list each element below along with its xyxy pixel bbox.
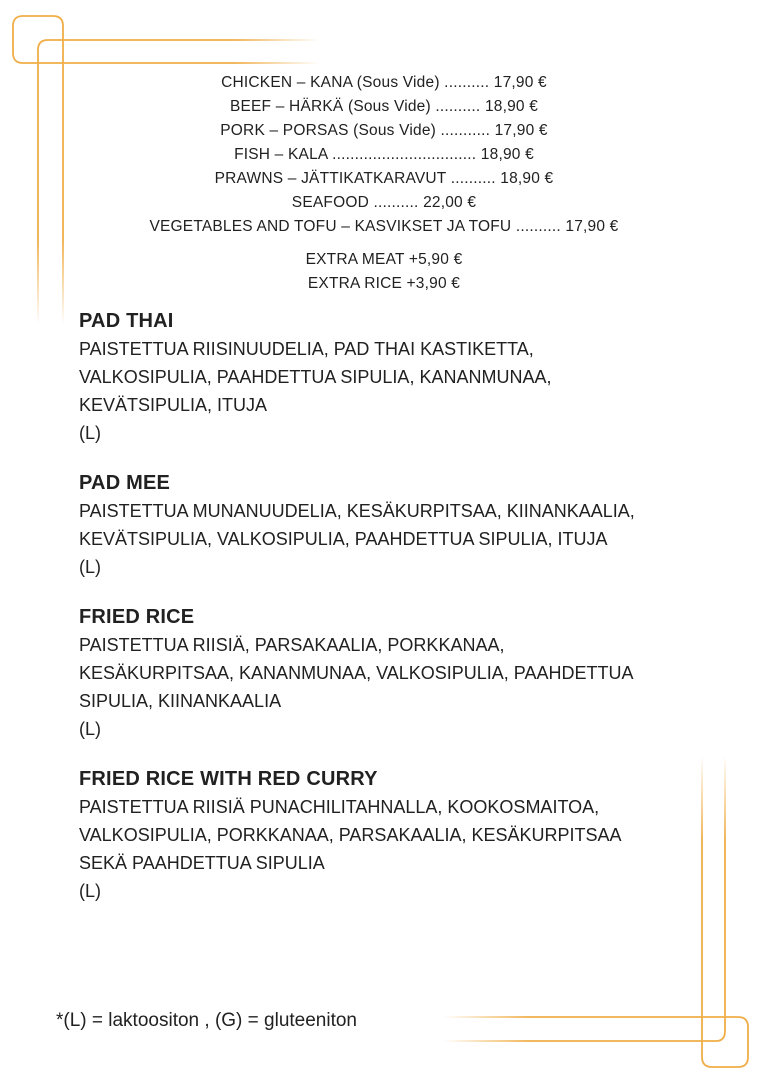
price-line-chicken: CHICKEN – KANA (Sous Vide) .......... 17,90 €: [221, 74, 547, 91]
dish-title: FRIED RICE WITH RED CURRY: [79, 768, 378, 790]
dish-description-line: SEKÄ PAAHDETTUA SIPULIA: [79, 853, 325, 873]
dish-description-line: PAISTETTUA RIISIÄ, PARSAKAALIA, PORKKANAA,: [79, 635, 505, 655]
protein-price-list: [0, 71, 768, 239]
dish-description-line: PAISTETTUA MUNANUUDELIA, KESÄKURPITSAA, KIINANKAALIA,: [79, 501, 635, 521]
dish-description-line: KESÄKURPITSAA, KANANMUNAA, VALKOSIPULIA, PAAHDETTUA: [79, 663, 634, 683]
diet-legend-footnote: *(L) = laktoositon , (G) = gluteeniton: [56, 1010, 357, 1031]
dish-sections: [79, 307, 719, 927]
dish-diet-tag: (L): [79, 719, 101, 739]
extra-rice-line: EXTRA RICE +3,90 €: [307, 275, 461, 292]
dish-title: PAD THAI: [79, 310, 174, 332]
extra-meat-line: EXTRA MEAT +5,90 €: [305, 251, 463, 268]
dish-diet-tag: (L): [79, 557, 101, 577]
dish-description-line: PAISTETTUA RIISINUUDELIA, PAD THAI KASTIKETTA,: [79, 339, 534, 359]
dish-diet-tag: (L): [79, 423, 101, 443]
dish-description-line: KEVÄTSIPULIA, VALKOSIPULIA, PAAHDETTUA SIPULIA, ITUJA: [79, 529, 608, 549]
dish-diet-tag: (L): [79, 881, 101, 901]
dish-title: FRIED RICE: [79, 606, 195, 628]
price-line-seafood: SEAFOOD .......... 22,00 €: [291, 194, 477, 211]
dish-description-line: PAISTETTUA RIISIÄ PUNACHILITAHNALLA, KOOKOSMAITOA,: [79, 797, 600, 817]
dish-description-line: SIPULIA, KIINANKAALIA: [79, 691, 282, 711]
price-line-beef: BEEF – HÄRKÄ (Sous Vide) .......... 18,90 €: [229, 98, 539, 115]
dish-description-line: VALKOSIPULIA, PORKKANAA, PARSAKAALIA, KESÄKURPITSAA: [79, 825, 622, 845]
dish-description-line: KEVÄTSIPULIA, ITUJA: [79, 395, 268, 415]
dish-pad-thai: [79, 307, 719, 447]
price-line-fish: FISH – KALA ................................ 18,90 €: [234, 146, 534, 163]
price-line-vegetables-tofu: VEGETABLES AND TOFU – KASVIKSET JA TOFU .......... 17,90 €: [149, 218, 619, 235]
dish-title: PAD MEE: [79, 472, 171, 494]
dish-fried-rice-red-curry: [79, 765, 719, 905]
dish-fried-rice: [79, 603, 719, 743]
dish-pad-mee: [79, 469, 719, 581]
price-line-pork: PORK – PORSAS (Sous Vide) ........... 17,90 €: [220, 122, 548, 139]
extras-list: [0, 248, 768, 296]
price-line-prawns: PRAWNS – JÄTTIKATKARAVUT .......... 18,90 €: [214, 170, 554, 187]
dish-description-line: VALKOSIPULIA, PAAHDETTUA SIPULIA, KANANMUNAA,: [79, 367, 552, 387]
